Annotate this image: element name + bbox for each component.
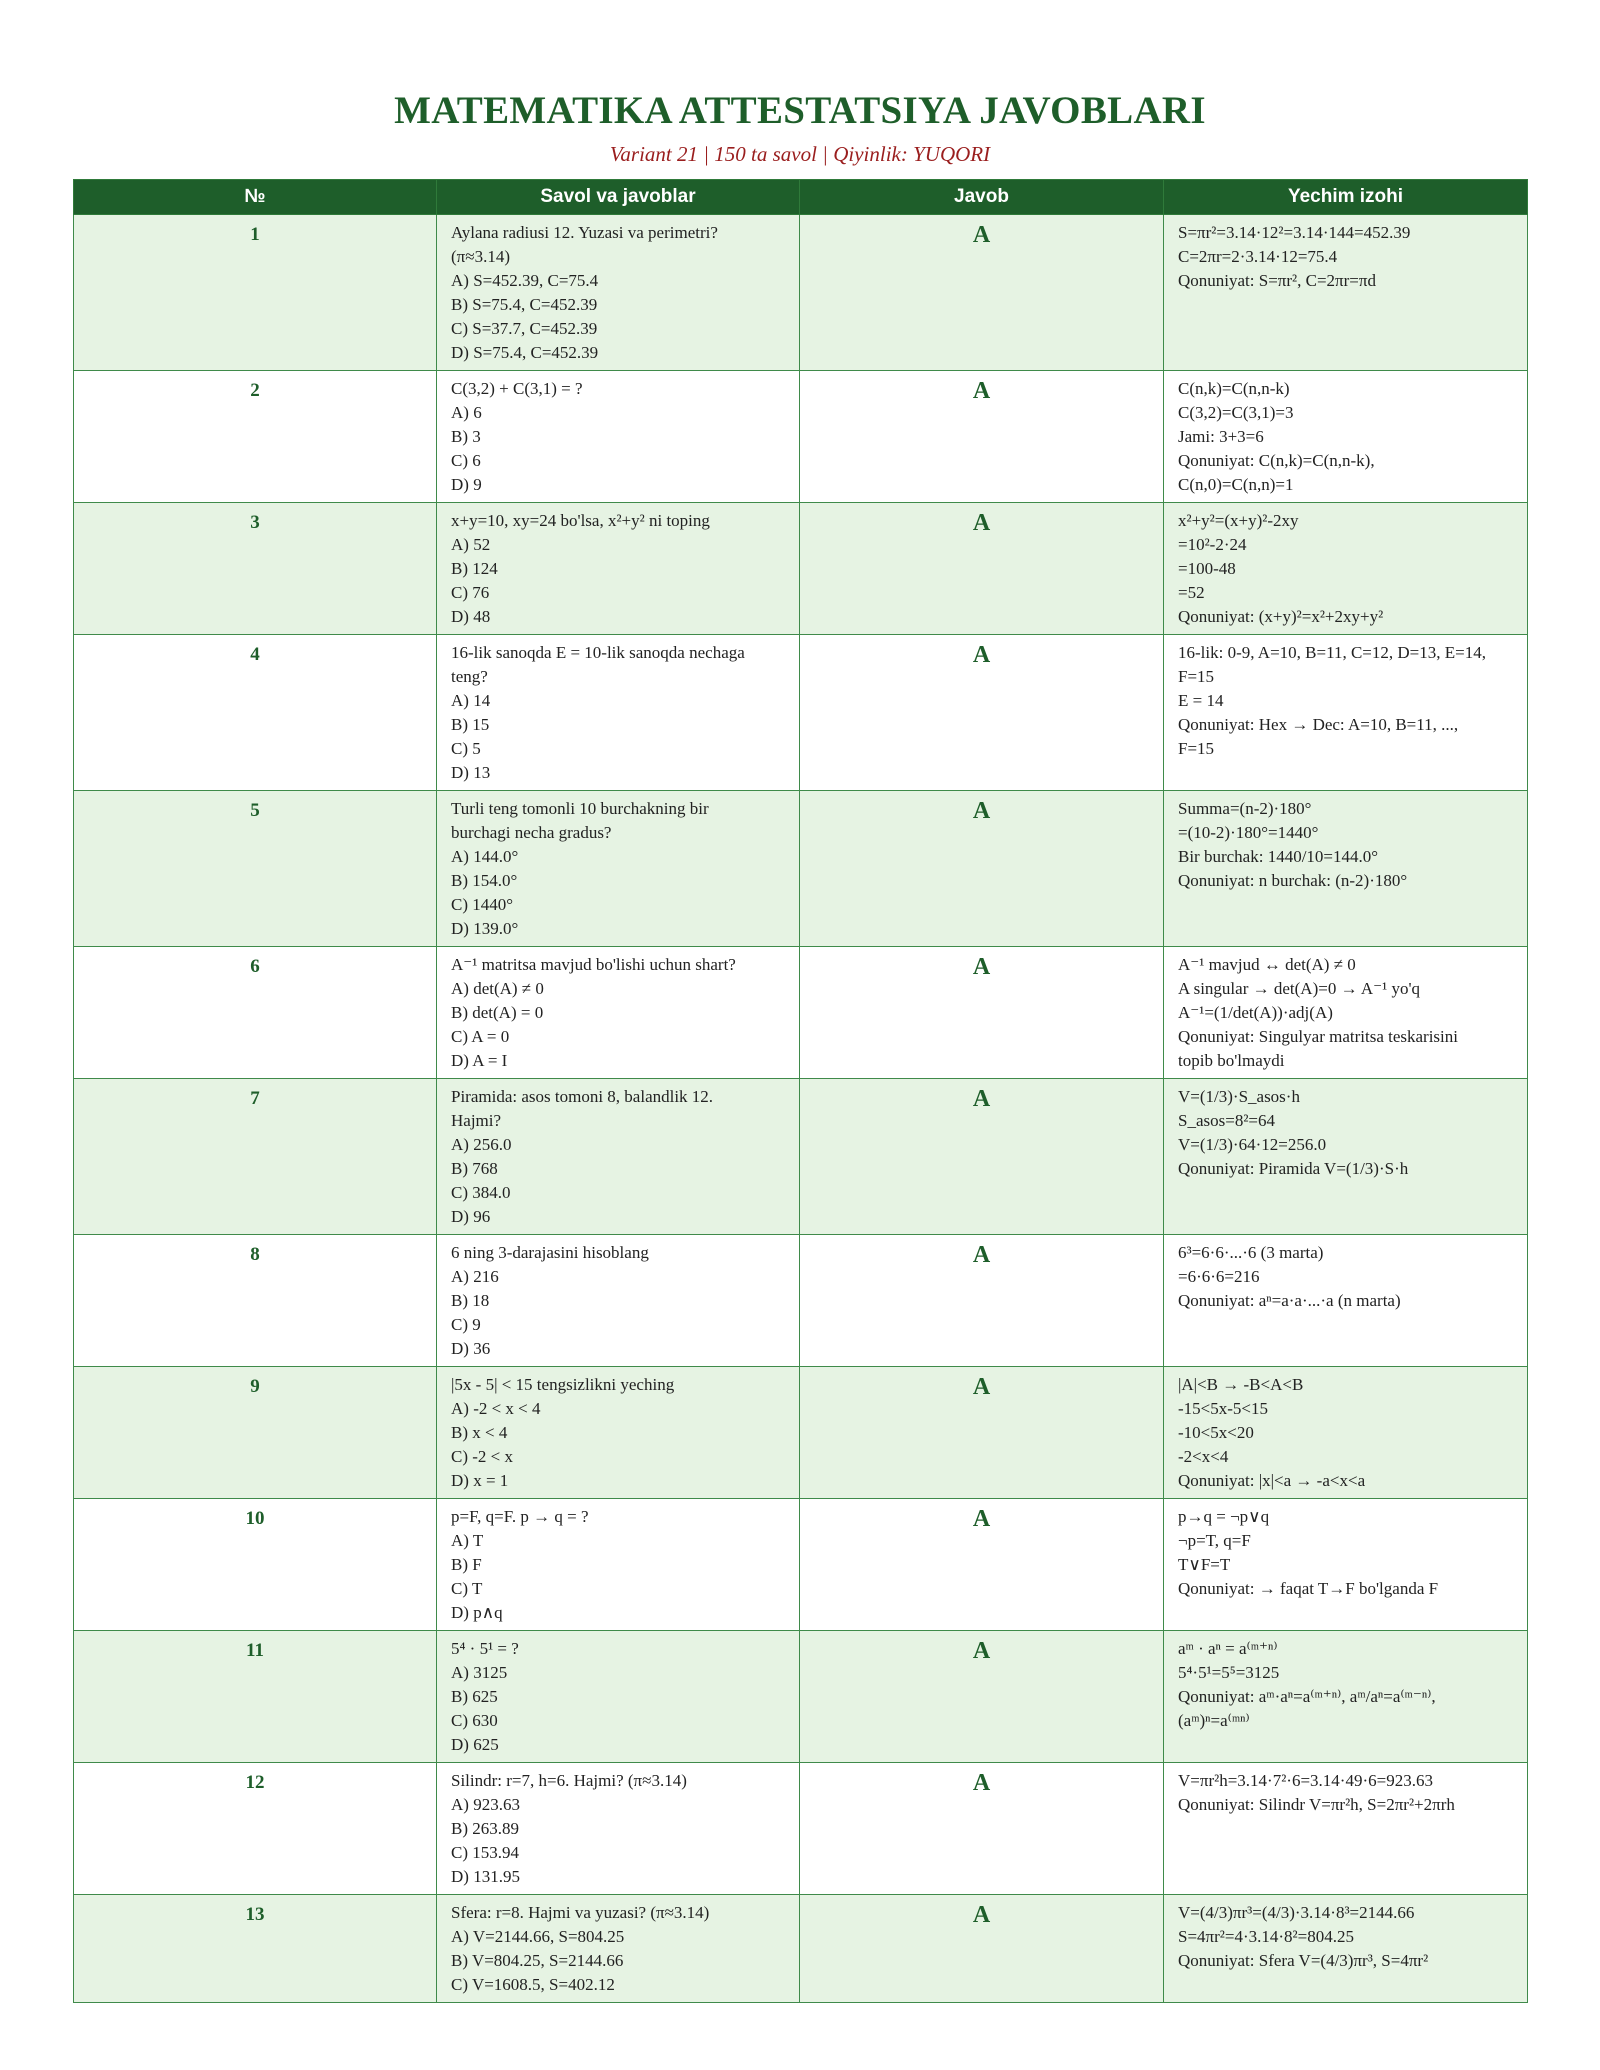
answer-option: B) det(A) = 0 [451, 1003, 544, 1022]
answer-option: A) V=2144.66, S=804.25 [451, 1927, 625, 1946]
answer-option: C) 5 [451, 739, 481, 758]
solution-line: S_asos=8²=64 [1178, 1111, 1276, 1130]
answer-option: B) 124 [451, 559, 498, 578]
answers-table [73, 179, 1528, 2003]
page-subtitle: Variant 21 | 150 ta savol | Qiyinlik: YUQORI [609, 142, 991, 166]
solution-line: Qonuniyat: Piramida V=(1/3)·S·h [1178, 1159, 1409, 1178]
answer-option: B) x < 4 [451, 1423, 508, 1442]
answer-option: C) 6 [451, 451, 481, 470]
question-text: x+y=10, xy=24 bo'lsa, x²+y² ni toping [451, 511, 710, 530]
solution-line: Summa=(n-2)·180° [1178, 799, 1312, 818]
correct-answer: A [800, 371, 1164, 503]
solution-line: -10<5x<20 [1178, 1423, 1254, 1442]
table-row [74, 1367, 1528, 1499]
question-number: 10 [74, 1499, 437, 1631]
solution-cell [1164, 1895, 1528, 2003]
question-number: 12 [74, 1763, 437, 1895]
solution-cell [1164, 1499, 1528, 1631]
solution-cell [1164, 371, 1528, 503]
solution-line: S=4πr²=4·3.14·8²=804.25 [1178, 1927, 1354, 1946]
question-cell [437, 1631, 800, 1763]
question-cell [437, 1235, 800, 1367]
answer-option: A) 6 [451, 403, 482, 422]
solution-line: Bir burchak: 1440/10=144.0° [1178, 847, 1379, 866]
question-cell [437, 1079, 800, 1235]
answer-option: D) 13 [451, 763, 491, 782]
solution-line: F=15 [1178, 739, 1215, 758]
answer-option: A) 52 [451, 535, 491, 554]
solution-line: 16-lik: 0-9, A=10, B=11, C=12, D=13, E=14, [1178, 643, 1486, 662]
table-row [74, 1631, 1528, 1763]
question-text: Aylana radiusi 12. Yuzasi va perimetri? [451, 223, 718, 242]
solution-line: Jami: 3+3=6 [1178, 427, 1264, 446]
table-header [74, 180, 1528, 215]
question-text: p=F, q=F. p → q = ? [451, 1507, 589, 1526]
solution-cell [1164, 1235, 1528, 1367]
answer-option: (π≈3.14) [451, 247, 510, 266]
solution-line: 5⁴·5¹=5⁵=3125 [1178, 1663, 1280, 1682]
question-cell [437, 1367, 800, 1499]
answer-option: C) T [451, 1579, 483, 1598]
header-solution: Yechim izohi [1164, 180, 1528, 215]
question-number: 6 [74, 947, 437, 1079]
correct-answer: A [800, 1079, 1164, 1235]
answer-option: B) 3 [451, 427, 481, 446]
answer-option: D) 625 [451, 1735, 499, 1754]
correct-answer: A [800, 503, 1164, 635]
answer-option: Hajmi? [451, 1111, 502, 1130]
answer-option: A) 256.0 [451, 1135, 512, 1154]
solution-line: A⁻¹ mavjud ↔ det(A) ≠ 0 [1178, 955, 1356, 974]
answer-option: B) 15 [451, 715, 490, 734]
table-row [74, 1235, 1528, 1367]
table-row [74, 503, 1528, 635]
solution-line: C(3,2)=C(3,1)=3 [1178, 403, 1294, 422]
answer-option: C) V=1608.5, S=402.12 [451, 1975, 615, 1994]
solution-line: C=2πr=2·3.14·12=75.4 [1178, 247, 1338, 266]
answer-option: B) 154.0° [451, 871, 518, 890]
solution-cell [1164, 503, 1528, 635]
answer-option: C) 630 [451, 1711, 498, 1730]
solution-line: Qonuniyat: Hex → Dec: A=10, B=11, ..., [1178, 715, 1459, 734]
table-row [74, 1499, 1528, 1631]
answer-option: D) 139.0° [451, 919, 519, 938]
page-title: MATEMATIKA ATTESTATSIYA JAVOBLARI [394, 89, 1206, 132]
solution-line: Qonuniyat: Sfera V=(4/3)πr³, S=4πr² [1178, 1951, 1429, 1970]
answer-option: B) F [451, 1555, 482, 1574]
question-text: Turli teng tomonli 10 burchakning bir [451, 799, 709, 818]
question-number: 9 [74, 1367, 437, 1499]
solution-line: C(n,0)=C(n,n)=1 [1178, 475, 1294, 494]
answer-option: B) V=804.25, S=2144.66 [451, 1951, 624, 1970]
solution-line: Qonuniyat: Singulyar matritsa teskarisini [1178, 1027, 1458, 1046]
question-text: 5⁴ · 5¹ = ? [451, 1639, 519, 1658]
solution-line: -15<5x-5<15 [1178, 1399, 1268, 1418]
solution-line: F=15 [1178, 667, 1215, 686]
answer-option: C) A = 0 [451, 1027, 510, 1046]
question-cell [437, 1499, 800, 1631]
header-question: Savol va javoblar [437, 180, 800, 215]
question-text: Piramida: asos tomoni 8, balandlik 12. [451, 1087, 714, 1106]
question-cell [437, 371, 800, 503]
solution-line: =100-48 [1178, 559, 1236, 578]
solution-cell [1164, 947, 1528, 1079]
solution-line: C(n,k)=C(n,n-k) [1178, 379, 1290, 398]
solution-line: =52 [1178, 583, 1205, 602]
solution-line: Qonuniyat: n burchak: (n-2)·180° [1178, 871, 1408, 890]
solution-line: =6·6·6=216 [1178, 1267, 1260, 1286]
solution-line: Qonuniyat: C(n,k)=C(n,n-k), [1178, 451, 1375, 470]
answer-option: C) 9 [451, 1315, 481, 1334]
answer-option: A) det(A) ≠ 0 [451, 979, 544, 998]
solution-cell [1164, 1367, 1528, 1499]
answer-option: D) p∧q [451, 1603, 503, 1622]
solution-line: Qonuniyat: Silindr V=πr²h, S=2πr²+2πrh [1178, 1795, 1455, 1814]
question-cell [437, 635, 800, 791]
solution-line: ¬p=T, q=F [1178, 1531, 1251, 1550]
answer-option: D) A = I [451, 1051, 508, 1070]
answer-option: B) 625 [451, 1687, 498, 1706]
solution-line: (aᵐ)ⁿ=a⁽ᵐⁿ⁾ [1178, 1711, 1250, 1730]
answer-option: D) 36 [451, 1339, 491, 1358]
solution-line: |A|<B → -B<A<B [1178, 1375, 1304, 1394]
answer-option: burchagi necha gradus? [451, 823, 612, 842]
solution-cell [1164, 215, 1528, 371]
question-number: 4 [74, 635, 437, 791]
question-number: 11 [74, 1631, 437, 1763]
correct-answer: A [800, 1499, 1164, 1631]
correct-answer: A [800, 1763, 1164, 1895]
solution-line: A⁻¹=(1/det(A))·adj(A) [1178, 1003, 1333, 1022]
question-cell [437, 503, 800, 635]
solution-line: V=(1/3)·S_asos·h [1178, 1087, 1300, 1106]
table-row [74, 1895, 1528, 2003]
answer-option: D) x = 1 [451, 1471, 509, 1490]
solution-line: =(10-2)·180°=1440° [1178, 823, 1319, 842]
table-row [74, 635, 1528, 791]
solution-line: V=(1/3)·64·12=256.0 [1178, 1135, 1327, 1154]
solution-line: T∨F=T [1178, 1555, 1231, 1574]
solution-line: A singular → det(A)=0 → A⁻¹ yo'q [1178, 979, 1421, 998]
answer-option: C) -2 < x [451, 1447, 513, 1466]
question-cell [437, 215, 800, 371]
question-number: 13 [74, 1895, 437, 2003]
solution-line: V=πr²h=3.14·7²·6=3.14·49·6=923.63 [1178, 1771, 1433, 1790]
solution-line: S=πr²=3.14·12²=3.14·144=452.39 [1178, 223, 1411, 242]
correct-answer: A [800, 1235, 1164, 1367]
correct-answer: A [800, 1367, 1164, 1499]
solution-line: Qonuniyat: S=πr², C=2πr=πd [1178, 271, 1376, 290]
correct-answer: A [800, 947, 1164, 1079]
solution-line: aᵐ · aⁿ = a⁽ᵐ⁺ⁿ⁾ [1178, 1639, 1278, 1658]
answer-option: D) S=75.4, C=452.39 [451, 343, 599, 362]
solution-cell [1164, 791, 1528, 947]
table-row [74, 1079, 1528, 1235]
question-text: 16-lik sanoqda E = 10-lik sanoqda nechaga [451, 643, 745, 662]
solution-line: x²+y²=(x+y)²-2xy [1178, 511, 1299, 530]
solution-line: Qonuniyat: aᵐ·aⁿ=a⁽ᵐ⁺ⁿ⁾, aᵐ/aⁿ=a⁽ᵐ⁻ⁿ⁾, [1178, 1687, 1436, 1706]
table-row [74, 947, 1528, 1079]
solution-line: topib bo'lmaydi [1178, 1051, 1285, 1070]
solution-line: p→q = ¬p∨q [1178, 1507, 1270, 1526]
header-answer: Javob [800, 180, 1164, 215]
question-text: A⁻¹ matritsa mavjud bo'lishi uchun shart? [451, 955, 736, 974]
question-number: 2 [74, 371, 437, 503]
question-cell [437, 947, 800, 1079]
answer-option: D) 9 [451, 475, 482, 494]
answer-option: C) 76 [451, 583, 490, 602]
answer-option: D) 96 [451, 1207, 491, 1226]
question-cell [437, 1895, 800, 2003]
question-cell [437, 791, 800, 947]
answer-option: teng? [451, 667, 488, 686]
solution-line: Qonuniyat: → faqat T→F bo'lganda F [1178, 1579, 1439, 1598]
answer-option: A) 144.0° [451, 847, 519, 866]
answer-option: C) S=37.7, C=452.39 [451, 319, 598, 338]
table-row [74, 215, 1528, 371]
table-row [74, 371, 1528, 503]
answer-option: D) 131.95 [451, 1867, 520, 1886]
question-text: Sfera: r=8. Hajmi va yuzasi? (π≈3.14) [451, 1903, 710, 1922]
answer-option: B) 263.89 [451, 1819, 519, 1838]
question-number: 5 [74, 791, 437, 947]
question-text: Silindr: r=7, h=6. Hajmi? (π≈3.14) [451, 1771, 687, 1790]
correct-answer: A [800, 791, 1164, 947]
solution-line: Qonuniyat: |x|<a → -a<x<a [1178, 1471, 1366, 1490]
solution-cell [1164, 1631, 1528, 1763]
question-number: 1 [74, 215, 437, 371]
solution-cell [1164, 635, 1528, 791]
answer-option: A) T [451, 1531, 484, 1550]
table-row [74, 791, 1528, 947]
answer-option: C) 153.94 [451, 1843, 519, 1862]
question-text: C(3,2) + C(3,1) = ? [451, 379, 583, 398]
answer-option: B) 18 [451, 1291, 490, 1310]
answer-option: A) -2 < x < 4 [451, 1399, 541, 1418]
solution-line: -2<x<4 [1178, 1447, 1229, 1466]
answer-option: A) 923.63 [451, 1795, 520, 1814]
answer-option: B) S=75.4, C=452.39 [451, 295, 598, 314]
answer-option: D) 48 [451, 607, 491, 626]
question-number: 3 [74, 503, 437, 635]
question-cell [437, 1763, 800, 1895]
answer-option: A) 3125 [451, 1663, 508, 1682]
question-number: 7 [74, 1079, 437, 1235]
answer-option: C) 384.0 [451, 1183, 511, 1202]
solution-line: Qonuniyat: aⁿ=a·a·...·a (n marta) [1178, 1291, 1401, 1310]
solution-line: =10²-2·24 [1178, 535, 1247, 554]
solution-cell [1164, 1079, 1528, 1235]
answer-option: B) 768 [451, 1159, 498, 1178]
solution-cell [1164, 1763, 1528, 1895]
correct-answer: A [800, 1631, 1164, 1763]
question-number: 8 [74, 1235, 437, 1367]
question-text: |5x - 5| < 15 tengsizlikni yeching [451, 1375, 675, 1394]
table-row [74, 1763, 1528, 1895]
correct-answer: A [800, 1895, 1164, 2003]
table-body [74, 215, 1528, 2003]
answer-option: A) 14 [451, 691, 491, 710]
header-number: № [74, 180, 437, 215]
answer-option: A) S=452.39, C=75.4 [451, 271, 599, 290]
solution-line: E = 14 [1178, 691, 1224, 710]
question-text: 6 ning 3-darajasini hisoblang [451, 1243, 649, 1262]
solution-line: V=(4/3)πr³=(4/3)·3.14·8³=2144.66 [1178, 1903, 1415, 1922]
answer-option: C) 1440° [451, 895, 514, 914]
correct-answer: A [800, 635, 1164, 791]
correct-answer: A [800, 215, 1164, 371]
solution-line: 6³=6·6·...·6 (3 marta) [1178, 1243, 1324, 1262]
solution-line: Qonuniyat: (x+y)²=x²+2xy+y² [1178, 607, 1384, 626]
answer-option: A) 216 [451, 1267, 499, 1286]
